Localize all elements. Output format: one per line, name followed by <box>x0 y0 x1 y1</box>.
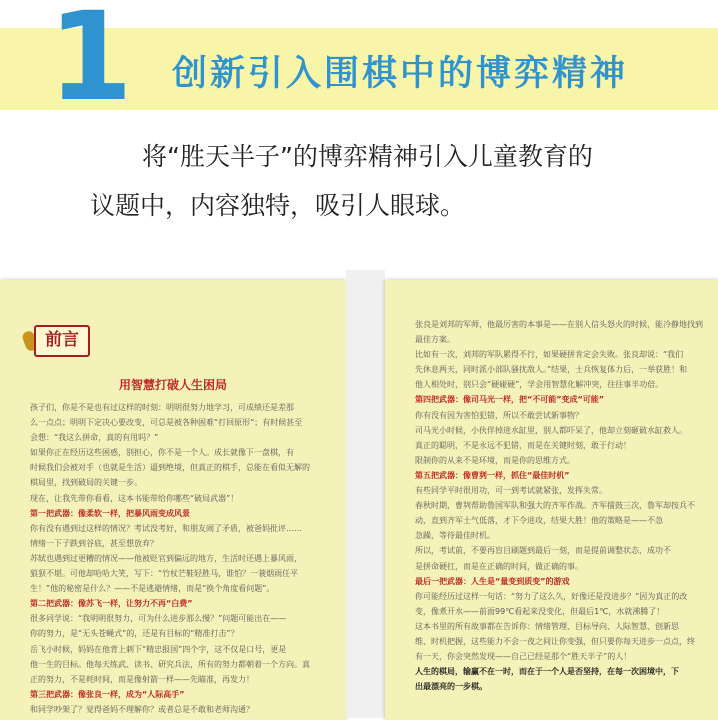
description-line-1-text: 将“胜天半子”的博弈精神引入儿童教育的 <box>142 142 593 171</box>
section-number: 1 <box>48 0 133 128</box>
text-line: 出最漂亮的一步棋。 <box>415 682 487 692</box>
text-line: 情绪一下子跌到谷底，甚至想放弃？ <box>30 538 158 548</box>
text-line: 你可能经历过这样一句话：“努力了这么久，好像还是没进步？”因为真正的改 <box>415 591 688 601</box>
text-line: 你的努力，是“无头苍蝇式”的，还是有目标的“精准打击”？ <box>30 629 239 639</box>
section-subheading: 第一把武器：像柔软一样，把暴风雨变成风景 <box>30 508 190 518</box>
text-line: 如果你正在经历这些困惑，别担心，你不是一个人。成长就像下一盘棋，有 <box>30 448 294 458</box>
book-gutter <box>346 270 385 718</box>
description-paragraph <box>90 132 690 230</box>
text-line: 春秋时期，曹刿帮助鲁国军队和强大的齐军作战。齐军擂鼓三次，鲁军却按兵不 <box>415 501 695 511</box>
section-subheading: 最后一把武器：人生是“量变到质变”的游戏 <box>415 576 570 586</box>
text-line: 苏轼也遇到过更糟的情况——他被贬官到偏远的地方，生活时还遇上暴风雨， <box>30 553 302 563</box>
text-line: 动，直到齐军士气低落，才下令进攻，结果大胜！他的策略是——不急 <box>415 516 663 526</box>
text-line: 先休息两天，同时派小部队骚扰敌人。”结果，士兵恢复体力后，一举获胜！和 <box>415 365 688 375</box>
text-line: 正的努力，不是耗时间，而是像射箭一样——先瞄准，再发力！ <box>30 674 254 684</box>
text-line: 司马光小时候，小伙伴掉进水缸里，别人都吓呆了，他却立刻砸破水缸救人。 <box>415 425 687 435</box>
text-line: 急躁，等待最佳时机。 <box>415 531 495 541</box>
text-line: 维、时机把握，这些能力不会一夜之间让你变强，但只要你每天进步一点点，终 <box>415 636 695 646</box>
text-line: 他一生的目标。他每天练武、读书、研究兵法，所有的努力都朝着一个方向。真 <box>30 659 310 669</box>
badge-label: 前言 <box>45 330 79 350</box>
text-line: 有些同学平时很用功，可一到考试就紧张，发挥失常。 <box>415 486 607 496</box>
page-text-right <box>415 317 705 694</box>
text-line: 很多同学说：“我明明很努力，可为什么进步那么慢？”问题可能出在—— <box>30 614 287 624</box>
text-line: 狼狈不堪。可他却哈哈大笑，写下：“竹杖芒鞋轻胜马，谁怕？一蓑烟雨任平 <box>30 569 299 579</box>
text-line: 么一点点；明明下定决心要改变，可总是被各种困难“打回原形”；有时候甚至 <box>30 418 303 428</box>
text-line: 你有没有因为害怕犯错，所以不敢尝试新事物？ <box>415 410 583 420</box>
text-line: 岳飞小时候，妈妈在他背上刺下“精忠报国”四个字，这不仅是口号，更是 <box>30 644 287 654</box>
text-line: 所以，考试前，不要再盲目刷题到最后一刻，而是提前调整状态，成功不 <box>415 546 671 556</box>
section-subheading: 第二把武器：像苏飞一样，让努力不再“白费” <box>30 599 193 609</box>
text-line: 人生的棋局，输赢不在一时，而在于一个人是否坚持，在每一次困境中，下 <box>415 667 679 677</box>
preface-badge <box>22 325 92 355</box>
section-subheading: 第四把武器：像司马光一样，把“不可能”变成“可能” <box>415 395 605 405</box>
text-line: 张良是刘邦的军师，他最厉害的本事是——在别人信头怒火的时候，能冷静地找到 <box>415 320 703 329</box>
text-line: 最佳方案。 <box>415 335 455 345</box>
text-line: 有一天，你会突然发现——自己已经是那个“胜天半子”的人！ <box>415 652 632 662</box>
text-line: 现在，让我先带你看看，这本书能带给你哪些“破局武器”！ <box>30 493 239 503</box>
text-line: 变，像煮开水——前面99℃看起来没变化，但最后1℃，水就沸腾了！ <box>415 606 665 616</box>
section-subheading: 第五把武器：像曹刿一样，抓住“最佳时机” <box>415 470 570 480</box>
text-line: 这本书里的所有故事都在告诉你：情绪管理、目标导向、人际智慧、创新思 <box>415 621 679 631</box>
text-line: 孩子们，你是不是也有过这样的时刻：明明很努力地学习，可成绩还是差那 <box>30 403 294 412</box>
text-line: 你有没有遇到过这样的情况？考试没考好，和朋友闹了矛盾，被爸妈批评…… <box>30 523 302 533</box>
description-line-1 <box>90 132 690 181</box>
page-text-left <box>30 400 330 717</box>
text-line: 比如有一次，刘邦的军队累得不行，如果硬拼肯定会失败。张良却说：“我们 <box>415 350 684 360</box>
section-subheading: 第三把武器：像张良一样，成为“人际高手” <box>30 689 185 699</box>
text-line: 棋局里，找到破局的关键一步。 <box>30 478 142 488</box>
text-line: 他人相处时，别只会“硬碰硬”，学会用智慧化解冲突，往往事半功倍。 <box>415 380 664 390</box>
book-page-left <box>0 280 346 720</box>
text-line: 和同学吵架了？觉得爸妈不理解你？或者总是不敢和老师沟通？ <box>30 704 254 714</box>
text-line: 是拼命硬扛，而是在正确的时间，做正确的事。 <box>415 561 583 571</box>
text-line: 时候我们会被对手（也就是生活）逼到绝境，但真正的棋手，总能在看似无解的 <box>30 463 310 473</box>
book-page-right <box>385 280 718 720</box>
text-line: 真正的聪明，不是永远不犯错，而是在关键时刻，敢于行动！ <box>415 440 631 450</box>
section-heading: 创新引入围棋中的博弈精神 <box>172 54 629 94</box>
text-line: 限制你的从来不是环境，而是你的思维方式。 <box>415 455 575 465</box>
book-spread <box>0 270 718 718</box>
description-line-2: 议题中，内容独特，吸引人眼球。 <box>90 191 466 220</box>
text-line: 会想：“我这么拼命，真的有用吗？” <box>30 433 159 443</box>
page-title: 用智慧打破人生困局 <box>118 378 227 392</box>
text-line: 生！”他的秘密是什么？——不是逃避情绪，而是“换个角度看问题”。 <box>30 584 275 594</box>
